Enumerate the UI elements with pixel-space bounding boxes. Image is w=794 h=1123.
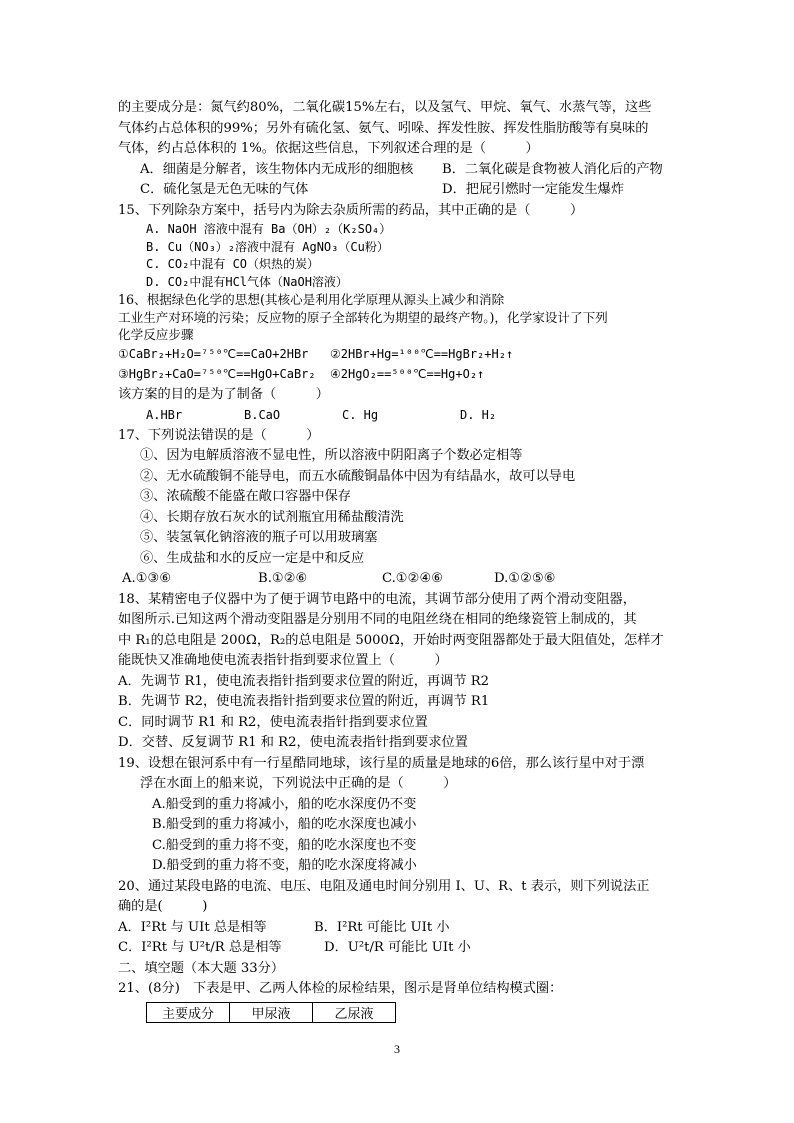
q15-option-a: A. NaOH 溶液中混有 Ba（OH）₂（K₂SO₄） [146,222,392,236]
q18-option-a: A．先调节 R1，使电流表指针指到要求位置的附近，再调节 R2 [118,673,490,689]
q16-question: 该方案的目的是为了制备（ ） [118,386,329,402]
table-header-cell: 主要成分 [147,1002,230,1022]
q16-option-c: C. Hg [342,408,379,422]
q17-item-3: ③、浓硫酸不能盛在敞口容器中保存 [140,489,351,504]
q19-option-b: B.船受到的重力将减小，船的吃水深度也减小 [152,817,417,832]
page-number: 3 [394,1042,400,1056]
table-header-cell: 乙尿液 [313,1002,396,1022]
q20-line-2: 确的是( ) [118,899,208,914]
q17-item-6: ⑥、生成盐和水的反应一定是中和反应 [140,550,365,566]
q17-options [118,569,678,590]
q16-option-d: D. H₂ [460,408,497,422]
q20-option-d: D．U²t/R 可能比 UIt 小 [324,940,471,955]
q16-option-a: A.HBr [146,408,183,422]
table-header-cell: 甲尿液 [230,1002,313,1022]
q14-line-1: 的主要成分是：氮气约80%，二氧化碳15%左右，以及氢气、甲烷、氧气、水蒸气等，这些 [118,100,652,115]
q16-reaction-3: ③HgBr₂+CaO=⁷⁵⁰℃==HgO+CaBr₂ [118,367,316,381]
q16-options [118,405,678,426]
q20-option-b: B．I²Rt 可能比 UIt 小 [314,919,450,935]
q17-option-b: B.①②⑥ [258,571,308,586]
q18-line-3: 中 R₁的总电阻是 200Ω，R₂的总电阻是 5000Ω，开始时两变阻器都处于最大阻值处，怎样才 [118,632,664,648]
q15-option-d: D. CO₂中混有HCl气体（NaOH溶液） [146,274,348,289]
q16-reactions-12 [118,344,678,365]
q14-option-c: C．硫化氢是无色无味的气体 [140,182,309,197]
q19-option-d: D.船受到的重力将不变，船的吃水深度将减小 [152,858,417,873]
q20-options-ab [118,918,678,939]
q16-line-1: 16、根据绿色化学的思想(其核心是利用化学原理从源头上减少和消除 [118,292,505,307]
q18-option-b: B．先调节 R2，使电流表指针指到要求位置的附近，再调节 R1 [118,694,490,709]
q14-option-b: B．二氧化碳是食物被人消化后的产物 [442,161,663,177]
q17-item-5: ⑤、装氢氧化钠溶液的瓶子可以用玻璃塞 [140,530,378,545]
q19-option-c: C.船受到的重力将不变，船的吃水深度也不变 [152,837,417,853]
q19-option-a: A.船受到的重力将减小，船的吃水深度仍不变 [152,796,417,812]
q21-stem: 21、(8分) 下表是甲、乙两人体检的尿检结果，图示是肾单位结构模式圈： [118,981,563,996]
q19-line-2: 浮在水面上的船来说，下列说法中正确的是（ ） [140,776,457,791]
table-header-row [147,1002,396,1022]
q18-line-2: 如图所示.已知这两个滑动变阻器是分别用不同的电阻丝绕在相同的绝缘瓷管上制成的，其 [118,612,637,627]
q18-option-d: D．交替、反复调节 R1 和 R2，使电流表指针指到要求位置 [118,735,468,750]
q15-option-c: C. CO₂中混有 CO（炽热的炭） [146,257,320,271]
q20-options-cd [118,938,678,959]
q17-option-d: D.①②⑤⑥ [494,571,556,586]
q15-option-b: B. Cu（NO₃）₂溶液中混有 AgNO₃（Cu粉） [146,239,389,254]
q20-option-a: A．I²Rt 与 UIt 总是相等 [118,919,267,935]
q16-reaction-2: ②2HBr+Hg=¹⁰⁰℃==HgBr₂+H₂↑ [330,346,514,361]
q14-option-d: D．把屁引燃时一定能发生爆炸 [442,182,625,197]
q16-option-b: B.CaO [244,408,281,422]
q14-options-ab [118,160,678,181]
q17-stem: 17、下列说法错误的是（ ） [118,427,320,443]
q14-option-a: A．细菌是分解者，该生物体内无成形的细胞核 [140,161,414,177]
q17-option-a: A.①③⑥ [122,571,172,586]
q20-line-1: 20、通过某段电路的电流、电压、电阻及通电时间分别用 I、U、R、t 表示，则下列说法正 [118,878,650,894]
q20-option-c: C．I²Rt 与 U²t/R 总是相等 [118,940,282,955]
q14-line-2: 气体约占总体积的99%；另外有硫化氢、氨气、吲哚、挥发性胺、挥发性脂肪酸等有臭味的 [118,120,649,136]
exam-page [118,98,678,1023]
q18-option-c: C．同时调节 R1 和 R2，使电流表指针指到要求位置 [118,714,428,730]
q16-reaction-1: ①CaBr₂+H₂O=⁷⁵⁰℃==CaO+2HBr [118,346,309,361]
q16-reaction-4: ④2HgO₂==⁵⁰⁰℃==Hg+O₂↑ [330,367,485,381]
q16-line-3: 化学反应步骤 [118,327,194,342]
q16-line-2: 工业生产对环境的污染；反应物的原子全部转化为期望的最终产物。)，化学家设计了下列 [118,309,608,325]
q17-item-4: ④、长期存放石灰水的试剂瓶宜用稀盐酸清洗 [140,509,404,525]
q14-line-3: 气体，约占总体积的 1%。依据这些信息，下列叙述合理的是（ ） [118,141,539,156]
q17-option-c: C.①②④⑥ [382,571,444,586]
q15-stem: 15、下列除杂方案中，括号内为除去杂质所需的药品，其中正确的是（ ） [118,202,584,218]
q18-line-1: 18、某精密电子仪器中为了便于调节电路中的电流，其调节部分使用了两个滑动变阻器， [118,591,636,607]
q16-reactions-34 [118,364,678,385]
q17-item-1: ①、因为电解质溶液不显电性，所以溶液中阴阳离子个数必定相等 [140,448,523,463]
q14-options-cd [118,180,678,201]
q18-line-4: 能既快又准确地使电流表指针指到要求位置上（ ） [118,653,448,668]
urine-table [146,1002,396,1023]
section-heading: 二、填空题（本大题 33分） [118,960,285,976]
q17-item-2: ②、无水硫酸铜不能导电，而五水硫酸铜晶体中因为有结晶水，故可以导电 [140,468,576,484]
q19-line-1: 19、设想在银河系中有一行星酷同地球，该行星的质量是地球的6倍，那么该行星中对于漂 [118,755,645,771]
